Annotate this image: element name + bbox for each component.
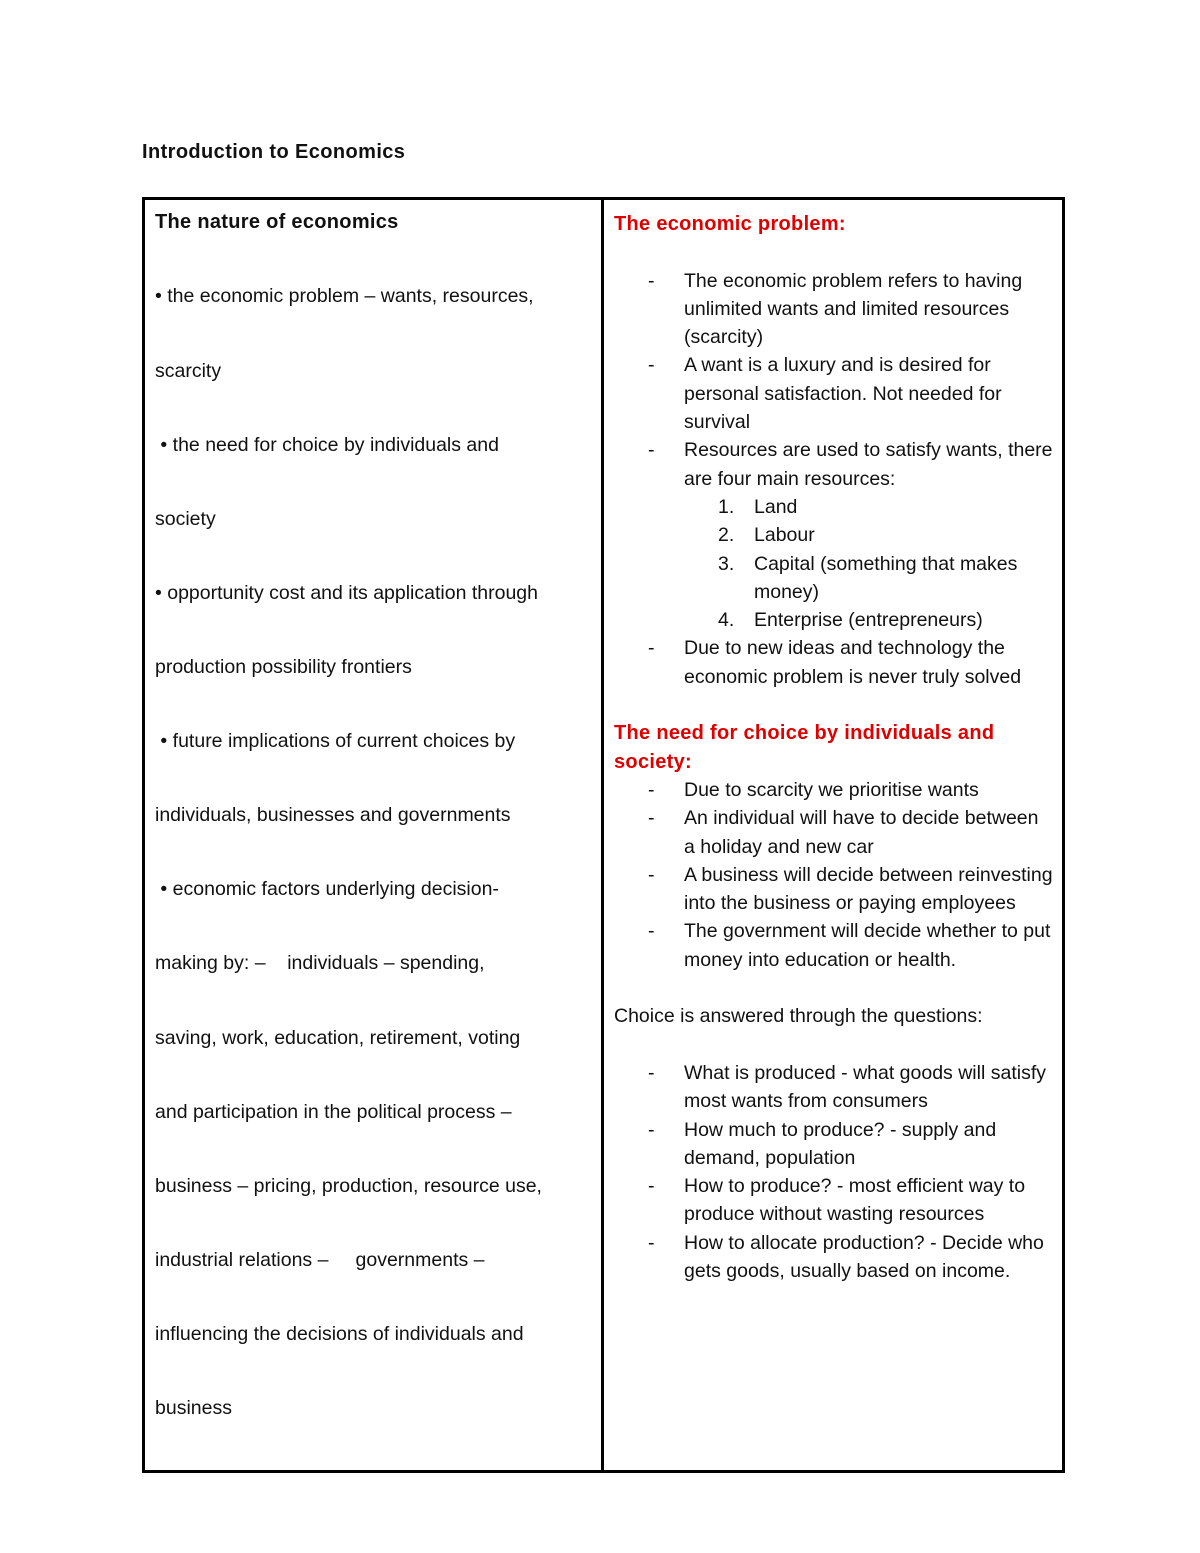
- list-item-text: How to allocate production? - Decide who gets goods, usually based on income.: [684, 1231, 1044, 1282]
- dash-marker: -: [648, 439, 655, 462]
- list-item-text: A business will decide between reinvesting into the business or paying employees: [684, 863, 1053, 915]
- choice-intro: Choice is answered through the questions:: [614, 1005, 983, 1028]
- topic-line: production possibility frontiers: [155, 655, 412, 678]
- topic-list: [155, 235, 591, 1470]
- list-item-text: Due to scarcity we prioritise wants: [684, 778, 979, 801]
- list-item: [614, 776, 1054, 804]
- dash-marker: -: [648, 637, 655, 660]
- page-title: Introduction to Economics: [142, 141, 406, 163]
- economic-problem-heading: The economic problem:: [614, 213, 846, 235]
- table-row: [144, 199, 1064, 1472]
- topic-line: and participation in the political process –: [155, 1100, 512, 1123]
- topic-line: business: [155, 1397, 232, 1420]
- topic-line: • opportunity cost and its application through: [155, 581, 538, 604]
- list-item: [614, 351, 1054, 436]
- dash-marker: -: [648, 1231, 655, 1254]
- list-item: [614, 1229, 1054, 1286]
- resource-item: [684, 493, 1054, 521]
- topic-line: • the need for choice by individuals and: [155, 433, 499, 456]
- list-item-text: Due to new ideas and technology the economic problem is never truly solved: [684, 637, 1022, 688]
- dash-marker: -: [648, 354, 655, 377]
- dash-marker: -: [648, 778, 655, 801]
- list-item: [614, 917, 1054, 974]
- topic-line: • the economic problem – wants, resources,: [155, 285, 534, 308]
- list-item-text: Resources are used to satisfy wants, there are four main resources:: [684, 439, 1053, 490]
- list-item-text: The economic problem refers to having unlimited wants and limited resources (scarcity): [684, 269, 1023, 349]
- list-item: [614, 267, 1054, 352]
- dash-marker: -: [648, 920, 655, 943]
- list-item: [614, 1116, 1054, 1173]
- topic-line: society: [155, 507, 216, 530]
- list-item-text: An individual will have to decide between a holiday and new car: [684, 807, 1039, 858]
- topic-line: industrial relations – governments –: [155, 1248, 485, 1271]
- topic-line: • future implications of current choices by: [155, 730, 516, 753]
- topic-line: scarcity: [155, 359, 222, 382]
- list-item: [614, 634, 1054, 691]
- topic-line: saving, work, education, retirement, voting: [155, 1026, 521, 1049]
- list-item-text: How to produce? - most efficient way to produce without wasting resources: [684, 1175, 1026, 1226]
- topic-line: • economic factors underlying decision-: [155, 878, 499, 901]
- need-for-choice-list: [614, 776, 1054, 974]
- need-for-choice-heading: The need for choice by individuals and society:: [614, 722, 995, 773]
- dash-marker: -: [648, 1061, 655, 1084]
- dash-marker: -: [648, 1175, 655, 1198]
- resource-text: Enterprise (entrepreneurs): [754, 609, 983, 632]
- topic-line: influencing the decisions of individuals and: [155, 1322, 524, 1345]
- list-item-text: How much to produce? - supply and demand, population: [684, 1118, 997, 1169]
- topic-line: business – pricing, production, resource use,: [155, 1174, 542, 1197]
- resource-text: Land: [754, 495, 798, 518]
- resource-text: Labour: [754, 524, 815, 547]
- resource-number: 1.: [718, 495, 735, 518]
- resources-list: [684, 493, 1054, 634]
- list-item-text: The government will decide whether to put money into education or health.: [684, 920, 1051, 971]
- dash-marker: -: [648, 269, 655, 292]
- resource-item: [684, 550, 1054, 607]
- list-item: [614, 436, 1054, 634]
- left-heading: The nature of economics: [155, 211, 399, 233]
- list-item: [614, 1059, 1054, 1116]
- dash-marker: -: [648, 863, 655, 886]
- list-item-text: What is produced - what goods will satisfy most wants from consumers: [684, 1061, 1046, 1113]
- resource-text: Capital (something that makes money): [754, 552, 1018, 603]
- left-column-cell: [144, 199, 603, 1472]
- resource-number: 2.: [718, 524, 735, 547]
- choice-questions-list: [614, 1059, 1054, 1285]
- topic-line: individuals, businesses and governments: [155, 804, 511, 827]
- resource-number: 3.: [718, 552, 735, 575]
- resource-number: 4.: [718, 609, 735, 632]
- topic-line: making by: – individuals – spending,: [155, 952, 485, 975]
- resource-item: [684, 521, 1054, 549]
- notes-table: [142, 197, 1065, 1473]
- dash-marker: -: [648, 1118, 655, 1141]
- economic-problem-list: [614, 267, 1054, 691]
- list-item: [614, 1172, 1054, 1229]
- list-item: [614, 861, 1054, 918]
- right-column-cell: [603, 199, 1064, 1472]
- resource-item: [684, 606, 1054, 634]
- dash-marker: -: [648, 807, 655, 830]
- list-item: [614, 804, 1054, 861]
- list-item-text: A want is a luxury and is desired for personal satisfaction. Not needed for survival: [684, 354, 1002, 434]
